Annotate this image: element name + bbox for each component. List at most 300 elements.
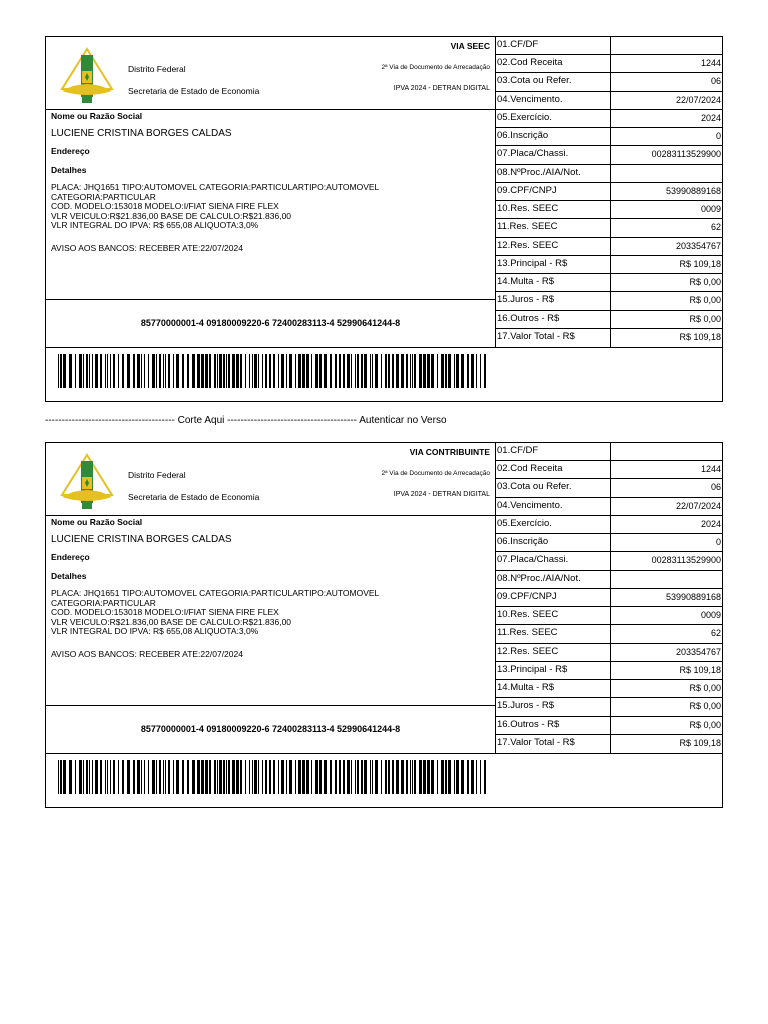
barcode-bar	[176, 354, 179, 388]
field-row	[496, 698, 723, 716]
field-value: 22/07/2024	[675, 94, 721, 105]
column-divider	[610, 37, 611, 54]
barcode-bar	[60, 760, 62, 794]
barcode-bar	[441, 760, 444, 794]
barcode-bar	[163, 760, 164, 794]
barcode-bar	[245, 354, 246, 388]
barcode-bar	[273, 760, 275, 794]
fields-table	[496, 443, 723, 753]
barcode-bar	[319, 354, 322, 388]
digitable-line: 85770000001-4 09180009220-6 72400283113-4 52990641244-8	[140, 318, 401, 328]
barcode-bar	[92, 760, 93, 794]
field-label: 07.Placa/Chassi.	[497, 554, 569, 566]
cut-line: --------------------------------------- Corte Aqui --------------------------------------- Autenticar no Verso	[45, 415, 447, 426]
barcode-bar	[232, 760, 235, 794]
barcode-bar	[269, 354, 271, 388]
field-row	[496, 461, 723, 479]
details-line: PLACA: JHQ1651 TIPO:AUTOMOVEL CATEGORIA:PARTICULARTIPO:AUTOMOVEL	[51, 588, 380, 598]
address-label: Endereço	[51, 146, 90, 156]
column-divider	[610, 256, 611, 273]
barcode-bar	[228, 760, 230, 794]
field-label: 03.Cota ou Refer.	[497, 481, 572, 493]
barcode-bar	[133, 760, 135, 794]
field-label: 15.Juros - R$	[497, 294, 555, 306]
barcode-bar	[406, 760, 408, 794]
barcode-bar	[118, 354, 119, 388]
address-label: Endereço	[51, 552, 90, 562]
field-label: 06.Inscrição	[497, 130, 549, 142]
barcode-bar	[431, 354, 434, 388]
barcode-bar	[240, 354, 242, 388]
barcode-bar	[219, 354, 222, 388]
barcode-bar	[427, 760, 430, 794]
barcode-bar	[75, 760, 76, 794]
vehicle-details	[51, 183, 379, 231]
barcode-bar	[192, 760, 195, 794]
barcode-bar	[156, 354, 157, 388]
column-divider	[610, 443, 611, 460]
barcode-bar	[249, 354, 250, 388]
column-divider	[610, 183, 611, 200]
barcode-bar	[245, 760, 246, 794]
barcode-bar	[223, 354, 225, 388]
column-divider	[610, 73, 611, 90]
column-divider	[610, 680, 611, 697]
tax-description: IPVA 2024 - DETRAN DIGITAL	[393, 491, 490, 498]
barcode-bar	[392, 354, 394, 388]
digitable-line-band	[46, 299, 495, 346]
barcode-bar	[396, 354, 399, 388]
secretariat-name: Secretaria de Estado de Economia	[128, 86, 260, 96]
barcode-bar	[412, 354, 413, 388]
field-row	[496, 274, 723, 292]
barcode-bar	[187, 760, 189, 794]
barcode-bar	[110, 760, 111, 794]
barcode-bar	[454, 354, 455, 388]
barcode-bar	[219, 760, 222, 794]
details-line: COD. MODELO:153018 MODELO:I/FIAT SIENA FIRE FLEX	[51, 607, 279, 617]
field-label: 09.CPF/CNPJ	[497, 184, 557, 196]
details-line: VLR VEICULO:R$21.836,00 BASE DE CALCULO:R$21.836,00	[51, 210, 292, 221]
barcode-bar	[414, 354, 416, 388]
barcode-bar	[127, 760, 130, 794]
barcode-bar	[63, 760, 66, 794]
barcode-bar	[209, 760, 211, 794]
field-value: 2024	[700, 518, 721, 529]
field-value: 203354767	[675, 240, 721, 251]
barcode-bar	[133, 354, 135, 388]
field-row	[496, 443, 723, 461]
field-row	[496, 201, 723, 219]
barcode-bar	[137, 760, 140, 794]
field-value: R$ 0,00	[689, 701, 721, 712]
barcode-bar	[476, 354, 477, 388]
barcode-bar	[192, 354, 195, 388]
field-row	[496, 219, 723, 237]
barcode-bar	[165, 760, 166, 794]
field-row	[496, 110, 723, 128]
document-type: 2ª Via de Documento de Arrecadação	[381, 64, 490, 71]
field-value: R$ 109,18	[679, 258, 721, 269]
barcode-bar	[258, 354, 259, 388]
barcode-bar	[58, 760, 59, 794]
barcode-bar	[370, 760, 371, 794]
barcode-bar	[388, 354, 390, 388]
field-row	[496, 92, 723, 110]
field-value: R$ 109,18	[679, 664, 721, 675]
column-divider	[610, 201, 611, 218]
barcode-bar	[95, 760, 98, 794]
barcode-bar	[201, 760, 204, 794]
barcode-bar	[127, 354, 130, 388]
barcode-bar	[60, 354, 62, 388]
barcode-bar	[240, 760, 242, 794]
field-row	[496, 146, 723, 164]
barcode-bar	[372, 354, 373, 388]
field-value: 1244	[700, 58, 721, 69]
barcode-bar	[107, 354, 108, 388]
field-label: 13.Principal - R$	[497, 257, 568, 269]
barcode-bar	[187, 354, 189, 388]
field-row	[496, 680, 723, 698]
barcode-bar	[118, 760, 119, 794]
barcode-bar	[427, 354, 430, 388]
column-divider	[610, 534, 611, 551]
barcode-bar	[324, 354, 327, 388]
column-divider	[610, 571, 611, 588]
barcode-bar	[75, 354, 76, 388]
barcode-bar	[372, 760, 373, 794]
field-row	[496, 183, 723, 201]
field-label: 13.Principal - R$	[497, 663, 568, 675]
column-divider	[610, 55, 611, 72]
barcode-bar	[484, 760, 486, 794]
column-divider	[610, 698, 611, 715]
barcode-bar	[392, 760, 394, 794]
column-divider	[610, 717, 611, 734]
field-label: 16.Outros - R$	[497, 718, 560, 730]
barcode-bar	[281, 760, 284, 794]
field-value: R$ 0,00	[689, 277, 721, 288]
barcode-bar	[269, 760, 271, 794]
barcode-bar	[370, 354, 371, 388]
barcode-bar	[86, 354, 88, 388]
column-divider	[610, 607, 611, 624]
field-label: 11.Res. SEEC	[497, 221, 558, 233]
barcode-bar	[286, 354, 287, 388]
barcode-bar	[137, 354, 140, 388]
barcode-bar	[159, 354, 161, 388]
barcode-bar	[254, 354, 257, 388]
details-label: Detalhes	[51, 165, 87, 175]
barcode-bar	[228, 354, 230, 388]
barcode-band	[46, 347, 722, 403]
column-divider	[610, 128, 611, 145]
barcode-bar	[148, 760, 149, 794]
field-row	[496, 552, 723, 570]
field-label: 08.NºProc./AIA/Not.	[497, 166, 581, 178]
field-row	[496, 516, 723, 534]
details-line: VLR VEICULO:R$21.836,00 BASE DE CALCULO:R$21.836,00	[51, 616, 292, 627]
field-label: 01.CF/DF	[497, 445, 539, 456]
field-value: 53990889168	[665, 185, 721, 196]
barcode-bar	[385, 760, 387, 794]
barcode-bar	[298, 354, 301, 388]
field-label: 08.NºProc./AIA/Not.	[497, 572, 581, 584]
details-line: VLR INTEGRAL DO IPVA: R$ 655,08 ALIQUOTA:3,0%	[51, 626, 259, 636]
barcode-bar	[197, 354, 200, 388]
barcode-bar	[214, 354, 216, 388]
barcode-bar	[361, 760, 363, 794]
barcode-bar	[461, 354, 464, 388]
column-divider	[610, 165, 611, 182]
column-divider	[610, 735, 611, 753]
column-divider	[610, 329, 611, 347]
field-value: R$ 109,18	[679, 331, 721, 342]
barcode-bar	[295, 760, 296, 794]
field-value: 0009	[700, 610, 721, 621]
field-label: 10.Res. SEEC	[497, 203, 559, 215]
barcode-bar	[69, 354, 72, 388]
barcode-bar	[122, 354, 124, 388]
barcode-bar	[58, 354, 59, 388]
column-divider	[610, 110, 611, 127]
barcode-bar	[448, 354, 451, 388]
field-row	[496, 717, 723, 735]
barcode-bar	[339, 760, 341, 794]
barcode-bar	[113, 760, 115, 794]
field-label: 09.CPF/CNPJ	[497, 590, 557, 602]
field-label: 06.Inscrição	[497, 536, 549, 548]
barcode-bar	[152, 354, 155, 388]
details-line: VLR INTEGRAL DO IPVA: R$ 655,08 ALIQUOTA:3,0%	[51, 220, 259, 230]
barcode-bar	[396, 760, 399, 794]
column-divider	[610, 516, 611, 533]
details-line: PLACA: JHQ1651 TIPO:AUTOMOVEL CATEGORIA:PARTICULARTIPO:AUTOMOVEL	[51, 182, 380, 192]
column-divider	[610, 644, 611, 661]
barcode-bar	[431, 760, 434, 794]
barcode-bar	[289, 354, 292, 388]
barcode-bar	[357, 354, 359, 388]
taxpayer-name-label: Nome ou Razão Social	[51, 517, 143, 527]
barcode-bar	[79, 354, 82, 388]
field-label: 05.Exercício.	[497, 111, 552, 123]
via-label: VIA SEEC	[450, 41, 490, 51]
barcode-bar	[315, 354, 318, 388]
barcode-bar	[364, 354, 367, 388]
column-divider	[610, 311, 611, 328]
government-name: Distrito Federal	[128, 470, 186, 480]
column-divider	[610, 219, 611, 236]
field-row	[496, 238, 723, 256]
column-divider	[610, 92, 611, 109]
barcode-bar	[100, 354, 102, 388]
barcode-bar	[319, 760, 322, 794]
field-row	[496, 589, 723, 607]
field-value: 22/07/2024	[675, 500, 721, 511]
field-label: 16.Outros - R$	[497, 312, 560, 324]
field-value: 53990889168	[665, 591, 721, 602]
field-label: 07.Placa/Chassi.	[497, 148, 569, 160]
barcode-bar	[83, 354, 84, 388]
field-value: 0	[715, 537, 721, 548]
barcode-bar	[361, 354, 363, 388]
details-line: COD. MODELO:153018 MODELO:I/FIAT SIENA FIRE FLEX	[51, 201, 279, 211]
barcode-bar	[467, 354, 469, 388]
field-label: 02.Cod Receita	[497, 463, 563, 475]
field-value: 0009	[700, 204, 721, 215]
barcode-bar	[476, 760, 477, 794]
bank-notice: AVISO AOS BANCOS: RECEBER ATE:22/07/2024	[51, 649, 243, 659]
field-label: 02.Cod Receita	[497, 57, 563, 69]
barcode-bar	[335, 760, 337, 794]
field-row	[496, 256, 723, 274]
field-row	[496, 311, 723, 329]
slip-header	[46, 37, 495, 110]
field-label: 01.CF/DF	[497, 39, 539, 50]
barcode-bar	[480, 760, 481, 794]
barcode-bar	[197, 760, 200, 794]
digitable-line-band	[46, 705, 495, 752]
field-value: 00283113529900	[651, 149, 721, 160]
field-row	[496, 37, 723, 55]
barcode-bar	[315, 760, 318, 794]
barcode-bar	[324, 760, 327, 794]
barcode-bar	[205, 354, 208, 388]
barcode-bar	[471, 760, 474, 794]
barcode-bar	[89, 354, 90, 388]
barcode-bar	[100, 760, 102, 794]
field-label: 05.Exercício.	[497, 517, 552, 529]
barcode-bar	[401, 760, 404, 794]
field-row	[496, 607, 723, 625]
barcode-bar	[232, 354, 235, 388]
barcode-bar	[262, 760, 263, 794]
field-value: R$ 109,18	[679, 737, 721, 748]
barcode-bar	[335, 354, 337, 388]
column-divider	[610, 552, 611, 569]
barcode-bar	[343, 760, 345, 794]
barcode-bar	[419, 760, 422, 794]
barcode-bar	[347, 354, 350, 388]
column-divider	[610, 146, 611, 163]
barcode-bar	[302, 354, 305, 388]
column-divider	[610, 292, 611, 309]
barcode-bar	[144, 354, 145, 388]
barcode-bar	[226, 354, 227, 388]
barcode-bar	[437, 354, 438, 388]
barcode-bar	[311, 760, 312, 794]
barcode-bar	[388, 760, 390, 794]
column-divider	[610, 498, 611, 515]
barcode-bar	[343, 354, 345, 388]
column-divider	[610, 662, 611, 679]
barcode-bar	[156, 760, 157, 794]
barcode-bar	[141, 354, 142, 388]
barcode-bar	[351, 760, 352, 794]
field-row	[496, 329, 723, 347]
barcode-bar	[92, 354, 93, 388]
barcode-bar	[236, 760, 239, 794]
barcode-bar	[86, 760, 88, 794]
field-row	[496, 498, 723, 516]
field-row	[496, 735, 723, 753]
bank-notice: AVISO AOS BANCOS: RECEBER ATE:22/07/2024	[51, 243, 243, 253]
barcode-bar	[144, 760, 145, 794]
field-row	[496, 662, 723, 680]
barcode-bar	[168, 354, 170, 388]
barcode-bar	[441, 354, 444, 388]
barcode-bar	[173, 760, 174, 794]
barcode-bar	[355, 354, 356, 388]
barcode-bar	[454, 760, 455, 794]
barcode-bar	[471, 354, 474, 388]
barcode-bar	[278, 760, 279, 794]
field-label: 12.Res. SEEC	[497, 239, 559, 251]
barcode-bar	[226, 760, 227, 794]
field-value: 06	[710, 482, 721, 493]
barcode-bar	[217, 354, 218, 388]
column-divider	[610, 479, 611, 496]
barcode-bar	[456, 354, 459, 388]
barcode-bar	[423, 354, 426, 388]
column-divider	[610, 625, 611, 642]
barcode-bar	[152, 760, 155, 794]
barcode-bar	[69, 760, 72, 794]
barcode-bar	[414, 760, 416, 794]
barcode-bar	[406, 354, 408, 388]
digitable-line: 85770000001-4 09180009220-6 72400283113-4 52990641244-8	[140, 724, 401, 734]
barcode-bar	[265, 760, 267, 794]
federal-district-coat-of-arms-icon	[60, 453, 114, 511]
field-label: 11.Res. SEEC	[497, 627, 558, 639]
barcode-bar	[105, 760, 106, 794]
barcode-bar	[375, 354, 378, 388]
field-label: 10.Res. SEEC	[497, 609, 559, 621]
barcode-bar	[381, 760, 382, 794]
barcode-bar	[83, 760, 84, 794]
barcode-bar	[445, 354, 447, 388]
barcode-bar	[63, 354, 66, 388]
tax-description: IPVA 2024 - DETRAN DIGITAL	[393, 85, 490, 92]
field-row	[496, 644, 723, 662]
barcode-bar	[110, 354, 111, 388]
document-type: 2ª Via de Documento de Arrecadação	[381, 470, 490, 477]
barcode-bar	[214, 760, 216, 794]
vehicle-details	[51, 589, 379, 637]
field-row	[496, 479, 723, 497]
barcode-bar	[278, 354, 279, 388]
barcode-bar	[273, 354, 275, 388]
barcode-bar	[423, 760, 426, 794]
barcode-bar	[182, 760, 184, 794]
field-label: 04.Vencimento.	[497, 499, 563, 511]
field-value: R$ 0,00	[689, 683, 721, 694]
details-line: CATEGORIA:PARTICULAR	[51, 191, 156, 202]
barcode-bar	[306, 354, 309, 388]
barcode-bar	[286, 760, 287, 794]
barcode-bar	[262, 354, 263, 388]
barcode-bar	[484, 354, 486, 388]
barcode-bar	[252, 760, 253, 794]
barcode-bar	[410, 354, 411, 388]
barcode-bar	[357, 760, 359, 794]
barcode-bar	[480, 354, 481, 388]
barcode-band	[46, 753, 722, 809]
field-value: 1244	[700, 464, 721, 475]
field-label: 14.Multa - R$	[497, 276, 555, 288]
barcode-bar	[355, 760, 356, 794]
